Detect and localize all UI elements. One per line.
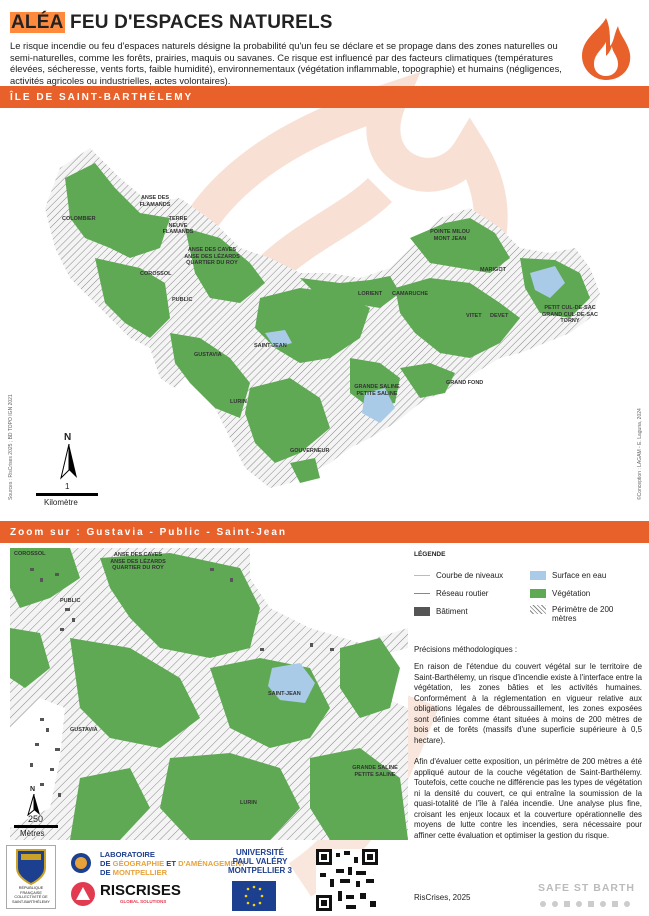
page-title: ALÉA FEU D'ESPACES NATURELS — [11, 12, 333, 33]
scale-bar — [36, 493, 98, 496]
qr-code-icon — [316, 849, 378, 911]
lab-logo-text: LABORATOIRE DE GÉOGRAPHIE ET D'AMÉNAGEMENT DE MONTPELLIER — [100, 850, 246, 877]
map-label-lurin: LURIN — [230, 399, 247, 405]
zoom-label-gustavia: GUSTAVIA — [70, 727, 98, 733]
zoom-map — [10, 548, 408, 840]
water-swatch-icon — [530, 571, 546, 580]
zoom-label-corossol: COROSSOL — [14, 551, 46, 557]
contour-swatch-icon — [414, 575, 430, 576]
scale-value: 1 — [65, 482, 70, 491]
legend-item-water: Surface en eau — [530, 571, 606, 580]
map-label-lorient: LORIENT — [358, 291, 383, 297]
legend-item-roads: Réseau routier — [414, 589, 488, 598]
intro-text: Le risque incendie ou feu d'espaces naturels désigne la probabilité qu'un feu se déclare et se propage dans des zones naturelles ou semi-naturelles, comme les forêts, prairies, maquis ou savanes. Ce risque est influencé par des facteurs climatiques (températures élevées, sécheresse, vents forts, faible humidité), environnementaux (végétation inflammable, topographie) et humains (négligences, activités agricoles ou industrielles, actes volontaires). — [10, 40, 562, 86]
map-label-anse-caves: ANSE DES CAVES ANSE DES LÉZARDS QUARTIER DU ROY — [184, 247, 240, 266]
collectivite-logo — [6, 845, 56, 909]
vegetation-swatch-icon — [530, 589, 546, 598]
map-label-camaruche: CAMARUCHE — [392, 291, 429, 297]
copyright-text: ©Conception : LAGAM - E. Laguna, 2024 — [637, 408, 643, 500]
legend-item-contour: Courbe de niveaux — [414, 571, 503, 580]
building-swatch-icon — [414, 607, 430, 616]
north-label: N — [64, 432, 72, 443]
map-label-gouverneur: GOUVERNEUR — [290, 448, 330, 454]
zoom-north-arrow-icon — [27, 794, 41, 816]
zoom-label-public: PUBLIC — [60, 598, 81, 604]
zoom-label-lurin: LURIN — [240, 800, 257, 806]
zoom-north-label: N — [30, 786, 36, 793]
map-label-gustavia: GUSTAVIA — [194, 352, 222, 358]
map-label-anse-flamands: ANSE DES FLAMANDS — [139, 195, 171, 208]
map-label-grand-fond: GRAND FOND — [446, 380, 484, 386]
legend-item-perimeter: Périmètre de 200 mètres — [530, 605, 632, 623]
legend-title: LÉGENDE — [414, 551, 446, 558]
road-swatch-icon — [414, 593, 430, 594]
section-band-island: ÎLE DE SAINT-BARTHÉLEMY — [0, 86, 649, 108]
eu-flag-logo — [232, 881, 276, 911]
legend-item-building: Bâtiment — [414, 607, 468, 616]
zoom-scale-bar — [14, 825, 58, 828]
credit-text: RisCrises, 2025 — [414, 893, 471, 902]
perimeter-swatch-icon — [530, 605, 546, 614]
map-label-colombier: COLOMBIER — [62, 216, 96, 222]
univ-logo-text: UNIVERSITÉ PAUL VALÉRY MONTPELLIER 3 — [228, 848, 293, 875]
zoom-scale-unit: Mètres — [20, 829, 45, 838]
flame-logo-icon — [570, 12, 642, 84]
zoom-label-saint-jean: SAINT-JEAN — [268, 691, 301, 697]
safe-st-barth-logo: SAFE ST BARTH — [538, 882, 635, 894]
legend-item-vegetation: Végétation — [530, 589, 590, 598]
notes-paragraph-2: Afin d'évaluer cette exposition, un périmètre de 200 mètres a été appliqué autour de la couche végétation de Saint-Barthélemy. Toutefois, cette couche ne différencie pas les types de végétation ni la densité du couvert, ce qui entraîne la soumission de la quasi-totalité de l'île à l'aléa incendie. Une analyse plus fine, croisant les enjeux locaux et la couverture opérationnelle des moyens de lutte contre les incendies, sera nécessaire pour affiner cette évaluation et optimiser la gestion du risque. — [414, 757, 642, 840]
north-arrow-icon — [59, 444, 79, 480]
collectivite-text: RÉPUBLIQUE FRANÇAISE COLLECTIVITÉ DE SAINT-BARTHÉLEMY — [12, 886, 50, 904]
map-label-petit-cul: PETIT CUL-DE-SAC GRAND CUL-DE-SAC TORNY — [542, 305, 598, 324]
riscrises-logo-icon — [70, 881, 96, 907]
map-label-terre-neuve: TERRE NEUVE FLAMANDS — [162, 216, 194, 235]
zoom-label-anse-caves: ANSE DES CAVES ANSE DES LÉZARDS QUARTIER DU ROY — [110, 552, 166, 571]
lab-logo-icon — [70, 852, 92, 874]
notes-heading: Précisions méthodologiques : — [414, 645, 518, 654]
notes-paragraph-1: En raison de l'étendue du couvert végétal sur le territoire de Saint-Barthélemy, un risque d'incendie existe à l'interface entre la végétation, les zones bâties et les activités humaines. Conformément à la réglementation en vigueur relative aux obligations légales de débroussaillement, les zones exposées sont définies comme étant situées à moins de 200 mètres de bois et de forêts (massifs d'une superficie supérieure à 0,5 hectare). — [414, 662, 642, 745]
zoom-label-grande-saline: GRANDE SALINE PETITE SALINE — [352, 765, 398, 778]
map-label-devet: DEVET — [490, 313, 509, 319]
sources-text: Sources : RisCrises 2025 ; BD TOPO IGN 2021 — [8, 394, 14, 500]
map-label-vitet: VITET — [466, 313, 482, 319]
map-label-corossol: COROSSOL — [140, 271, 172, 277]
zoom-scale-value: 250 — [28, 814, 44, 824]
section-band-zoom: Zoom sur : Gustavia - Public - Saint-Jean — [0, 521, 649, 543]
riscrises-logo-subtext: GLOBAL SOLUTIONS — [120, 899, 167, 904]
eu-stars-icon — [232, 881, 276, 911]
map-label-grande-saline: GRANDE SALINE PETITE SALINE — [354, 384, 400, 397]
coat-of-arms-icon — [7, 846, 55, 886]
map-label-marigot: MARIGOT — [480, 267, 506, 273]
scale-unit: Kilomètre — [44, 498, 78, 507]
safe-icons-strip-icon — [538, 899, 638, 909]
map-label-saint-jean: SAINT-JEAN — [254, 343, 287, 349]
riscrises-logo-text: RISCRISES — [100, 882, 181, 899]
map-label-public: PUBLIC — [172, 297, 193, 303]
map-label-pointe-milou: POINTE MILOU MONT JEAN — [430, 229, 470, 242]
